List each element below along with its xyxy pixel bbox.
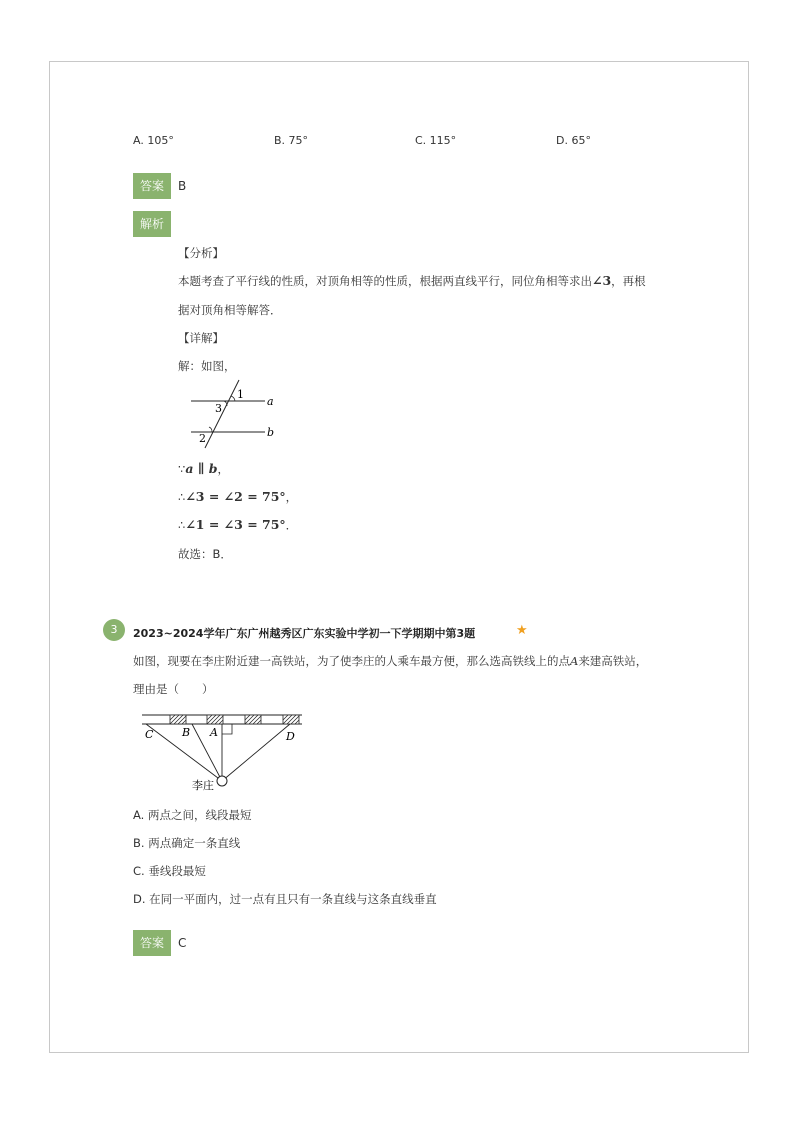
q3-option-c[interactable]: C. 垂线段最短 (133, 864, 206, 878)
label-a: A (210, 726, 218, 739)
q3-stem-line2: 理由是（ ） (133, 682, 214, 696)
label-village: 李庄 (192, 779, 214, 792)
label-1: 1 (237, 388, 244, 401)
step1-punct: ， (217, 462, 229, 476)
q3-option-d[interactable]: D. 在同一平面内，过一点有且只有一条直线与这条直线垂直 (133, 892, 437, 906)
label-2: 2 (199, 432, 206, 445)
label-a: a (267, 395, 274, 408)
label-b: b (267, 426, 275, 439)
fenxi-text-line2: 据对顶角相等解答． (178, 303, 282, 317)
q3-stem-line1 (133, 653, 647, 669)
q2-option-c[interactable]: C. 115° (415, 134, 457, 147)
q2-option-b[interactable]: B. 75° (274, 134, 309, 147)
q3-option-b[interactable]: B. 两点确定一条直线 (133, 836, 241, 850)
label-c: C (145, 728, 154, 741)
village-point (217, 776, 227, 786)
fenxi-heading: 【分析】 (178, 246, 224, 260)
transversal-line (205, 380, 239, 448)
label-3: 3 (215, 402, 222, 415)
difficulty-star-icon: ★ (516, 623, 528, 638)
conclusion: 故选：B． (178, 547, 232, 561)
parallel-lines-figure (185, 378, 285, 450)
step2-punct: ， (285, 490, 298, 504)
rail-hatched-blocks (170, 715, 299, 724)
step3-math: ∠1 = ∠3 = 75° (185, 517, 286, 532)
therefore-symbol: ∴ (178, 490, 186, 504)
step1 (178, 461, 229, 477)
fenxi-text-part: 本题考查了平行线的性质，对顶角相等的性质，根据两直线平行，同位角相等求出 (178, 274, 592, 288)
angle-2-arc (209, 427, 212, 432)
step3 (178, 517, 297, 533)
therefore-symbol: ∴ (178, 518, 186, 532)
q3-answer-tag: 答案 (133, 930, 171, 956)
fenxi-text-end: ，再根 (611, 274, 646, 288)
xiangjie-heading: 【详解】 (178, 331, 224, 345)
stem-point-a: A (570, 654, 579, 668)
q3-answer-value: C (178, 936, 187, 950)
step1-math: a ∥ b (185, 461, 218, 476)
fenxi-text-line1 (178, 273, 646, 289)
railway-figure (140, 710, 305, 795)
stem-text-pre: 如图，现要在李庄附近建一高铁站，为了使李庄的人乘车最方便，那么选高铁线上的点 (133, 654, 570, 668)
right-angle-mark (222, 724, 232, 734)
analysis-tag[interactable]: 解析 (133, 211, 171, 237)
label-b: B (182, 726, 191, 739)
step3-punct: ． (285, 518, 298, 532)
angle-3-math: ∠3 (592, 273, 612, 288)
angle-1-arc (231, 396, 235, 401)
question-number-badge: 3 (103, 619, 125, 641)
step2-math: ∠3 = ∠2 = 75° (185, 489, 286, 504)
question-title[interactable]: 2023~2024学年广东广州越秀区广东实验中学初一下学期期中第3题 (133, 627, 476, 640)
q2-option-a[interactable]: A. 105° (133, 134, 174, 147)
answer-value: B (178, 179, 187, 193)
q2-option-d[interactable]: D. 65° (556, 134, 591, 147)
step2 (178, 489, 297, 505)
because-symbol: ∵ (178, 462, 186, 476)
stem-text-post: 来建高铁站， (578, 654, 648, 668)
label-d: D (286, 730, 295, 743)
answer-tag: 答案 (133, 173, 171, 199)
q3-option-a[interactable]: A. 两点之间，线段最短 (133, 808, 252, 822)
jie-text: 解：如图， (178, 359, 236, 373)
hatch-lines (170, 715, 299, 724)
